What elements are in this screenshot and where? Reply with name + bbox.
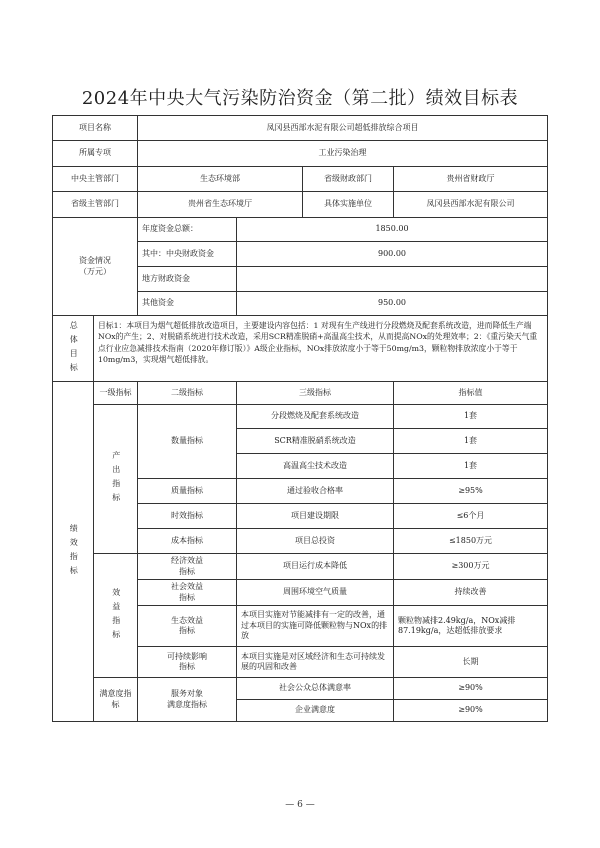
social-value: 持续改善 bbox=[393, 579, 548, 606]
econ-value: ≥300万元 bbox=[393, 553, 548, 580]
econ-name: 项目运行成本降低 bbox=[236, 553, 394, 580]
satisfy-row-2-name: 企业满意度 bbox=[236, 699, 394, 722]
sustain-value: 长期 bbox=[393, 646, 548, 678]
eco-label: 生态效益 指标 bbox=[137, 605, 237, 647]
satisfy-row-2-value: ≥90% bbox=[393, 699, 548, 722]
funds-local-value bbox=[236, 266, 548, 292]
eco-value: 颗粒物减排2.49kg/a，NOx减排87.19kg/a，达超低排放要求 bbox=[393, 605, 548, 647]
header-value: 指标值 bbox=[393, 381, 548, 405]
quantity-label: 数量指标 bbox=[137, 404, 237, 479]
funds-other-label: 其他资金 bbox=[137, 291, 237, 316]
econ-label: 经济效益 指标 bbox=[137, 553, 237, 580]
quantity-row-1-name: 分段燃烧及配套系统改造 bbox=[236, 404, 394, 429]
header-level2: 二级指标 bbox=[137, 381, 237, 405]
quantity-row-3-name: 高温高尘技术改造 bbox=[236, 453, 394, 479]
funds-total-value: 1850.00 bbox=[236, 217, 548, 242]
goal-label bbox=[52, 315, 94, 382]
satisfy-row-1-value: ≥90% bbox=[393, 677, 548, 700]
funds-central-label: 其中：中央财政资金 bbox=[137, 241, 237, 267]
central-dept-value: 生态环境部 bbox=[137, 166, 303, 192]
prov-finance-label: 省级财政部门 bbox=[302, 166, 394, 192]
satisfy-row-1-name: 社会公众总体满意率 bbox=[236, 677, 394, 700]
page-title: 2024年中央大气污染防治资金（第二批）绩效目标表 bbox=[81, 88, 519, 109]
project-name-label: 项目名称 bbox=[52, 115, 138, 141]
quantity-row-3-value: 1套 bbox=[393, 453, 548, 479]
quantity-row-2-value: 1套 bbox=[393, 428, 548, 454]
central-dept-label: 中央主管部门 bbox=[52, 166, 138, 192]
project-category-value: 工业污染治理 bbox=[137, 140, 548, 167]
page-number: — 6 — bbox=[285, 800, 315, 810]
funds-total-label: 年度资金总额： bbox=[137, 217, 237, 242]
time-label: 时效指标 bbox=[137, 503, 237, 529]
time-name: 项目建设期限 bbox=[236, 503, 394, 529]
benefit-label-text: 效益指标 bbox=[111, 587, 121, 644]
funds-label: 资金情况 （万元） bbox=[52, 217, 138, 316]
project-category-label: 所属专项 bbox=[52, 140, 138, 167]
header-level1: 一级指标 bbox=[93, 381, 138, 405]
goal-label-text: 总体目标 bbox=[69, 320, 79, 377]
prov-dept-label: 省级主管部门 bbox=[52, 191, 138, 218]
funds-central-value: 900.00 bbox=[236, 241, 548, 267]
funds-other-value: 950.00 bbox=[236, 291, 548, 316]
cost-value: ≤1850万元 bbox=[393, 528, 548, 554]
project-name-value: 凤冈县西部水泥有限公司超低排放综合项目 bbox=[137, 115, 548, 141]
sustain-name: 本项目实施是对区域经济和生态可持续发展的巩固和改善 bbox=[236, 646, 394, 678]
social-label: 社会效益 指标 bbox=[137, 579, 237, 606]
output-label-text: 产出指标 bbox=[111, 451, 121, 507]
perf-label bbox=[52, 381, 94, 722]
social-name: 周围环境空气质量 bbox=[236, 579, 394, 606]
eco-name: 本项目实施对节能减排有一定的改善，通过本项目的实施可降低颗粒物与NOx的排放 bbox=[236, 605, 394, 647]
prov-dept-value: 贵州省生态环境厅 bbox=[137, 191, 303, 218]
funds-local-label: 地方财政资金 bbox=[137, 266, 237, 292]
goal-text: 目标1：本项目为烟气超低排放改造项目，主要建设内容包括：1 对现有生产线进行分段燃烧及配套系统改造，进而降低生产端NOx的产生；2、对脱硝系统进行技术改造，采用SCR精准脱硝+高温高尘技术，从而提高NOx的处理效率；2：《重污染天气重点行业应急减排技术指南（2020年修订版）》A级企业指标，NOx排放浓度小于等于50mg/m3，颗粒物排放浓度小于等于10mg/m3，实现烟气超低排放。 bbox=[93, 315, 548, 382]
sustain-label: 可持续影响 指标 bbox=[137, 646, 237, 678]
quality-label: 质量指标 bbox=[137, 478, 237, 504]
header-level3: 三级指标 bbox=[236, 381, 394, 405]
satisfy-label: 满意度指标 bbox=[93, 677, 138, 722]
quantity-row-1-value: 1套 bbox=[393, 404, 548, 429]
service-label: 服务对象 满意度指标 bbox=[137, 677, 237, 722]
time-value: ≤6个月 bbox=[393, 503, 548, 529]
quality-value: ≥95% bbox=[393, 478, 548, 504]
perf-label-text: 绩效指标 bbox=[69, 523, 79, 580]
output-label bbox=[93, 404, 138, 554]
cost-label: 成本指标 bbox=[137, 528, 237, 554]
impl-unit-label: 具体实施单位 bbox=[302, 191, 394, 218]
impl-unit-value: 凤冈县西部水泥有限公司 bbox=[393, 191, 548, 218]
cost-name: 项目总投资 bbox=[236, 528, 394, 554]
benefit-label bbox=[93, 553, 138, 678]
quality-name: 通过验收合格率 bbox=[236, 478, 394, 504]
quantity-row-2-name: SCR精准脱硝系统改造 bbox=[236, 428, 394, 454]
prov-finance-value: 贵州省财政厅 bbox=[393, 166, 548, 192]
